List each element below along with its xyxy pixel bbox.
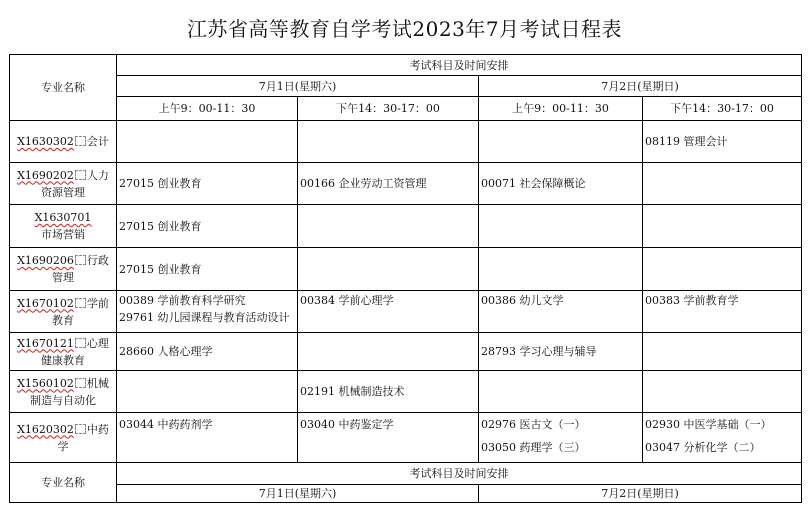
exam-cell (479, 413, 643, 463)
table-row (10, 291, 802, 333)
major-name-header: 专业名称 (10, 463, 117, 503)
exam-subject: 27015 创业教育 (119, 219, 202, 233)
exam-subject: 02191 机械制造技术 (300, 385, 405, 398)
exam-subject: 00384 学前心理学 (300, 294, 394, 307)
major-name: 会计 (86, 135, 109, 148)
exam-cell (298, 205, 479, 248)
exam-cell (298, 248, 479, 291)
exam-cell (479, 248, 643, 291)
exam-subject: 29761 幼儿园课程与教育活动设计 (119, 311, 290, 324)
table-row (10, 413, 802, 463)
major-name-header: 专业名称 (10, 55, 117, 121)
major-code: X1670102 (17, 296, 74, 310)
session-header-jul2-am: 上午9：00-11：30 (479, 97, 643, 121)
exam-subject: 27015 创业教育 (119, 262, 202, 276)
day-header-jul2: 7月2日(星期日) (479, 485, 802, 503)
exam-cell (117, 121, 298, 163)
major-code: X1620302 (17, 422, 74, 436)
table-row (10, 248, 802, 291)
exam-cell (298, 121, 479, 163)
footer-header-row-days (10, 485, 802, 503)
major-cell (10, 291, 117, 333)
day-header-jul1: 7月1日(星期六) (117, 485, 479, 503)
table-row (10, 371, 802, 413)
exam-cell (117, 205, 298, 248)
exam-subject: 00386 幼儿文学 (481, 294, 564, 307)
exam-subject: 03044 中药药剂学 (119, 418, 213, 431)
exam-subject: 00383 学前教育学 (645, 294, 739, 307)
exam-cell (479, 205, 643, 248)
exam-subject: 08119 管理会计 (645, 135, 728, 148)
exam-cell (643, 413, 802, 463)
exam-cell (117, 163, 298, 205)
separator-glyph (75, 378, 86, 388)
exam-cell (117, 413, 298, 463)
exam-cell (117, 371, 298, 413)
exam-cell (117, 291, 298, 333)
exam-cell (298, 413, 479, 463)
major-name: 人力资源管理 (41, 168, 109, 199)
separator-glyph (75, 136, 86, 146)
header-row-days (10, 76, 802, 97)
exam-cell (643, 333, 802, 371)
major-name: 机械制造与自动化 (30, 376, 109, 407)
major-cell (10, 413, 117, 463)
exam-cell (643, 291, 802, 333)
major-code: X1630701 (34, 211, 92, 224)
separator-glyph (75, 255, 86, 265)
exam-subject: 28660 人格心理学 (119, 345, 213, 358)
exam-subject: 27015 创业教育 (119, 177, 202, 190)
session-header-jul1-pm: 下午14：30-17：00 (298, 97, 479, 121)
exam-subject: 03040 中药鉴定学 (300, 418, 394, 431)
exam-subject: 02976 医古文（一） (481, 418, 586, 431)
exam-subject: 28793 学习心理与辅导 (481, 345, 597, 358)
session-header-jul2-pm: 下午14：30-17：00 (643, 97, 802, 121)
exam-subject: 02930 中医学基础（一） (645, 418, 772, 431)
header-row-schedule (10, 55, 802, 76)
major-name: 行政管理 (52, 254, 109, 284)
exam-cell (298, 333, 479, 371)
major-code: X1690202 (17, 168, 74, 182)
major-cell (10, 248, 117, 291)
major-name: 市场营销 (41, 228, 85, 241)
exam-schedule-table (9, 54, 802, 503)
exam-subject: 03047 分析化学（二） (645, 441, 761, 454)
major-cell (10, 333, 117, 371)
separator-glyph (75, 298, 86, 308)
major-code: X1560102 (17, 376, 74, 390)
schedule-header: 考试科目及时间安排 (117, 55, 802, 76)
schedule-header: 考试科目及时间安排 (117, 463, 802, 485)
header-row-sessions (10, 97, 802, 121)
exam-cell (479, 121, 643, 163)
page-title: 江苏省高等教育自学考试2023年7月考试日程表 (186, 17, 623, 41)
exam-cell (643, 121, 802, 163)
exam-cell (643, 163, 802, 205)
separator-glyph (75, 338, 86, 348)
major-name: 中药学 (57, 422, 109, 453)
table-row (10, 121, 802, 163)
exam-cell (643, 205, 802, 248)
exam-cell (479, 291, 643, 333)
day-header-jul2: 7月2日(星期日) (479, 76, 802, 97)
major-code: X1670121 (17, 336, 74, 350)
exam-cell (117, 248, 298, 291)
day-header-jul1: 7月1日(星期六) (117, 76, 479, 97)
exam-cell (298, 163, 479, 205)
exam-subject: 00166 企业劳动工资管理 (300, 177, 427, 190)
exam-cell (479, 371, 643, 413)
separator-glyph (75, 424, 86, 434)
exam-cell (298, 291, 479, 333)
exam-cell (479, 333, 643, 371)
major-code: X1630302 (17, 135, 74, 148)
major-cell (10, 371, 117, 413)
major-cell (10, 163, 117, 205)
exam-cell (643, 248, 802, 291)
exam-cell (479, 163, 643, 205)
separator-glyph (75, 170, 86, 180)
exam-subject: 03050 药理学（三） (481, 441, 586, 454)
exam-cell (643, 371, 802, 413)
table-row (10, 163, 802, 205)
table-row (10, 333, 802, 371)
exam-cell (117, 333, 298, 371)
major-cell (10, 121, 117, 163)
major-name: 心理健康教育 (41, 336, 109, 367)
exam-cell (298, 371, 479, 413)
exam-subject: 00389 学前教育科学研究 (119, 294, 246, 307)
session-header-jul1-am: 上午9：00-11：30 (117, 97, 298, 121)
exam-subject: 00071 社会保障概论 (481, 177, 586, 190)
footer-header-row-schedule (10, 463, 802, 485)
table-row (10, 205, 802, 248)
major-cell (10, 205, 117, 248)
major-code: X1690206 (17, 254, 74, 267)
major-name: 学前教育 (52, 296, 109, 327)
